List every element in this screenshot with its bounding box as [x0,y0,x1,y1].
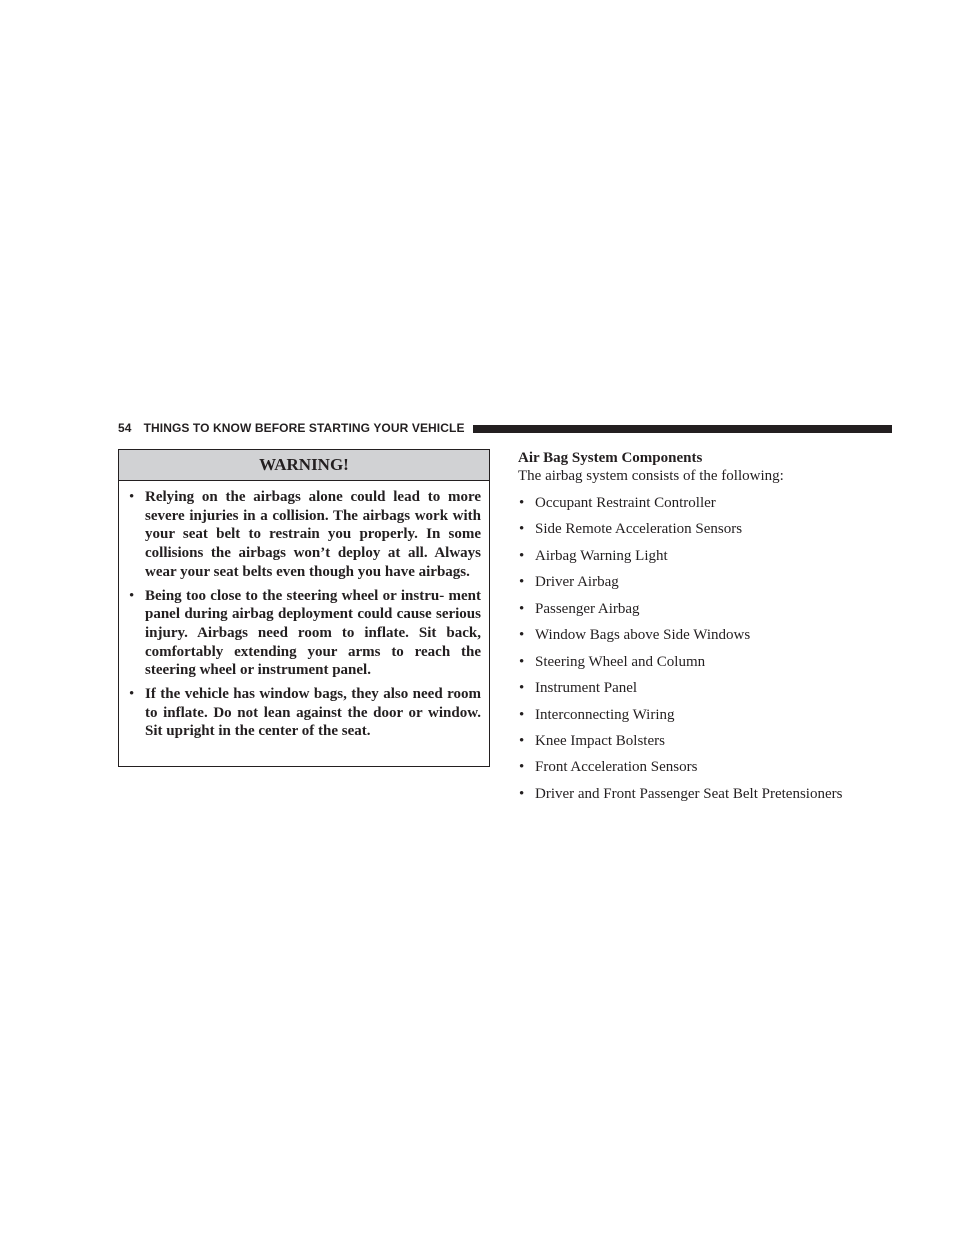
list-item [518,626,898,652]
section-title: THINGS TO KNOW BEFORE STARTING YOUR VEHICLE [143,421,465,435]
page-number: 54 [118,421,132,435]
list-item-text: Side Remote Acceleration Sensors [535,521,743,538]
warning-item [129,488,481,582]
list-item-text: Driver and Front Passenger Seat Belt Pretensioners [535,785,843,802]
warning-item-text: If the vehicle has window bags, they also need room to inflate. Do not lean against the door or window. Sit upright in the center of the seat. [145,686,481,740]
list-item [518,706,898,732]
bullet-icon: • [519,732,525,749]
warning-title: WARNING! [119,450,489,481]
bullet-icon: • [519,521,525,538]
warning-box [118,449,490,767]
list-item [518,758,898,784]
list-item-text: Window Bags above Side Windows [535,627,751,644]
list-item [518,732,898,758]
components-section [518,449,898,811]
bullet-icon: • [129,686,135,703]
list-item [518,785,898,811]
warning-item-text: Being too close to the steering wheel or instru- ment panel during airbag deployment could cause serious injury. Airbags need room to inflate. Sit back, comfortably extending your arms to reach the steering wheel or instrument panel. [145,587,481,679]
list-item [518,520,898,546]
list-item-text: Driver Airbag [535,574,619,591]
bullet-icon: • [519,547,525,564]
list-item [518,679,898,705]
list-item-text: Interconnecting Wiring [535,706,675,723]
list-item-text: Airbag Warning Light [535,547,668,564]
list-item-text: Occupant Restraint Controller [535,495,716,511]
bullet-icon: • [519,706,525,723]
components-list [518,494,898,811]
bullet-icon: • [519,785,525,802]
warning-item [129,587,481,681]
bullet-icon: • [129,489,135,505]
bullet-icon: • [519,600,525,617]
bullet-icon: • [519,680,525,697]
list-item [518,653,898,679]
list-item-text: Front Acceleration Sensors [535,759,698,776]
components-title: Air Bag System Components [518,450,703,466]
bullet-icon: • [519,759,525,776]
list-item [518,547,898,573]
bullet-icon: • [519,627,525,644]
list-item-text: Passenger Airbag [535,600,640,617]
bullet-icon: • [519,495,525,511]
warning-item [129,685,481,741]
list-item-text: Steering Wheel and Column [535,653,706,670]
header-rule [473,425,892,433]
warning-list [119,481,489,741]
list-item [518,494,898,520]
warning-item-text: Relying on the airbags alone could lead to more severe injuries in a collision. The airbags work with your seat belt to restrain you properly. In some collisions the airbags won’t deploy at all. Always wear your seat belts even though you have airbags. [145,489,481,580]
bullet-icon: • [129,587,135,604]
list-item-text: Knee Impact Bolsters [535,732,665,749]
list-item-text: Instrument Panel [535,680,638,697]
page-header [118,420,892,436]
components-intro: The airbag system consists of the following: [518,468,784,484]
list-item [518,573,898,599]
bullet-icon: • [519,574,525,591]
bullet-icon: • [519,653,525,670]
list-item [518,600,898,626]
